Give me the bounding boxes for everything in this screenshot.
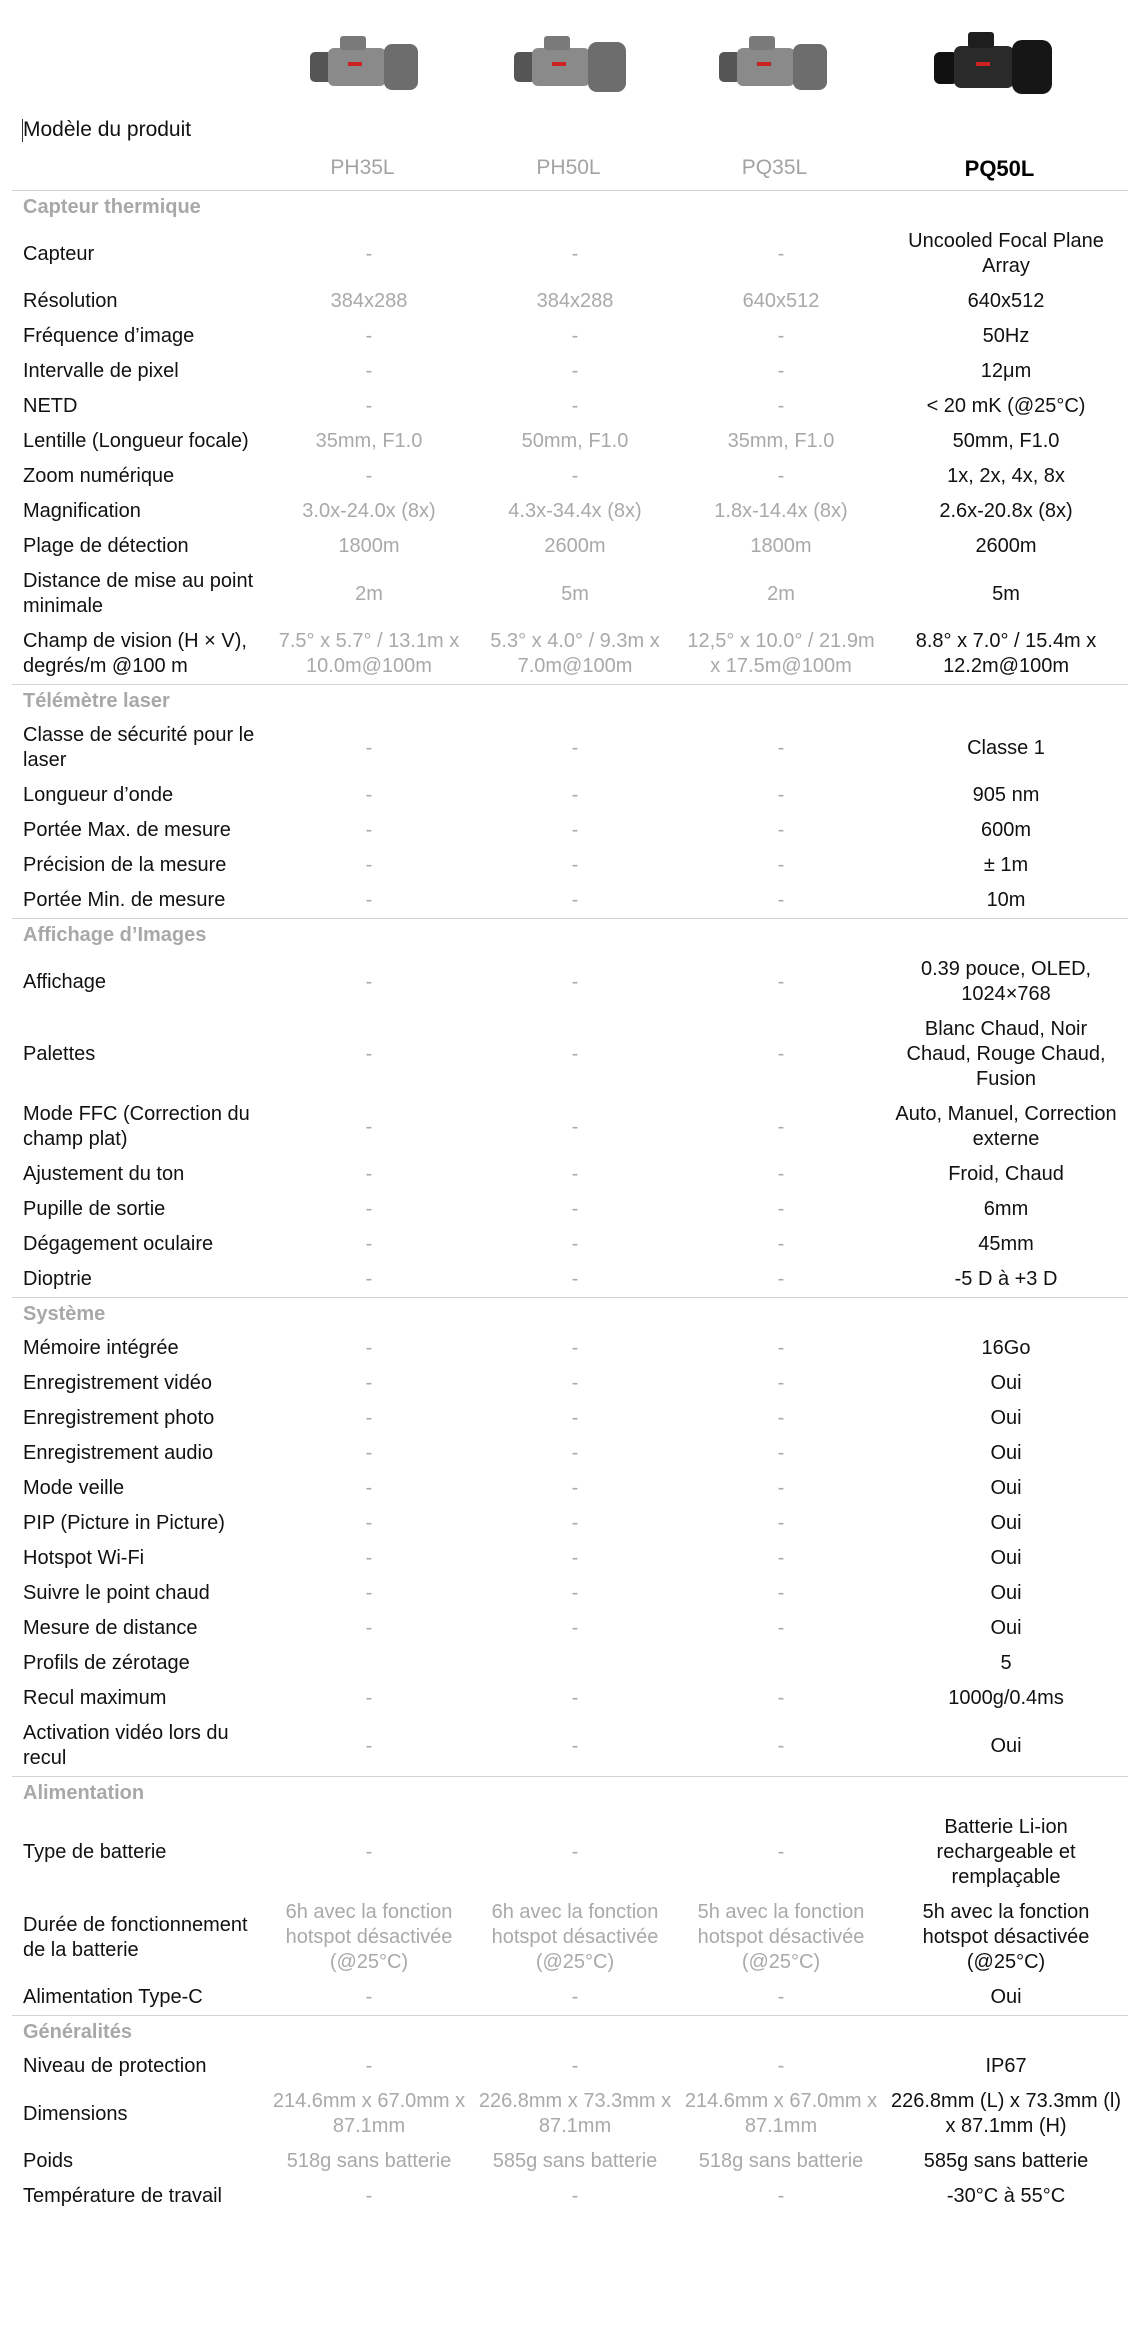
spec-value-ph35l: -	[365, 736, 373, 759]
spec-label: Fréquence d’image	[23, 325, 195, 347]
spec-value-pq35l: -	[777, 1268, 785, 1290]
spec-label: Durée de fonctionnement de la batterie	[23, 1913, 248, 1961]
spec-value-pq35l: -	[777, 1986, 785, 2008]
spec-value-ph50l: -	[571, 395, 579, 417]
spec-row-palettes	[12, 1012, 1128, 1097]
spec-value-ph50l: -	[571, 1582, 579, 1604]
spec-value-ph50l: 50mm, F1.0	[521, 430, 629, 452]
spec-label: Plage de détection	[23, 535, 189, 557]
spec-value-pq50l: IP67	[985, 2055, 1027, 2077]
spec-value-ph35l: -	[365, 1547, 373, 1569]
spec-value-pq35l: 35mm, F1.0	[727, 430, 835, 452]
spec-row-pupille-de-sortie	[12, 1192, 1128, 1227]
thermal-monocular-black-icon[interactable]	[924, 18, 1060, 113]
spec-value-ph50l: -	[571, 970, 579, 993]
spec-label: Intervalle de pixel	[23, 360, 179, 382]
spec-value-ph35l: -	[365, 1233, 373, 1255]
spec-value-ph50l: -	[571, 1198, 579, 1220]
spec-value-pq35l: -	[777, 1407, 785, 1429]
spec-row-zoom-numerique	[12, 459, 1128, 494]
spec-value-ph50l: -	[571, 1841, 579, 1863]
spec-value-ph35l: 3.0x-24.0x (8x)	[302, 500, 436, 522]
spec-value-ph35l: -	[365, 1198, 373, 1220]
spec-value-ph35l: -	[365, 1407, 373, 1429]
spec-value-pq35l: -	[777, 360, 785, 382]
spec-value-ph50l: -	[571, 736, 579, 759]
spec-value-ph35l: -	[365, 1512, 373, 1534]
spec-value-ph35l: -	[365, 1337, 373, 1359]
spec-value-ph50l: 585g sans batterie	[492, 2150, 658, 2172]
spec-row-portee-max-de-mesure	[12, 813, 1128, 848]
spec-value-ph35l: -	[365, 1043, 373, 1065]
spec-value-ph50l: -	[571, 2185, 579, 2207]
spec-value-pq50l: -5 D à +3 D	[954, 1268, 1058, 1290]
spec-value-ph50l: -	[571, 1407, 579, 1429]
spec-row-capteur	[12, 224, 1128, 284]
spec-value-pq35l: -	[777, 1617, 785, 1639]
spec-value-ph35l: 2m	[355, 582, 383, 605]
spec-value-ph35l: -	[365, 325, 373, 347]
spec-value-ph35l: -	[365, 1163, 373, 1185]
spec-value-pq50l: Batterie Li-ion rechargeable et remplaçable	[936, 1816, 1076, 1888]
spec-value-pq50l: 226.8mm (L) x 73.3mm (l) x 87.1mm (H)	[890, 2090, 1122, 2137]
spec-label: Palettes	[23, 1043, 96, 1065]
spec-row-affichage	[12, 952, 1128, 1012]
spec-value-ph35l: -	[365, 1687, 373, 1709]
spec-value-pq50l: Oui	[990, 1407, 1022, 1429]
spec-value-ph50l: 2600m	[544, 535, 606, 557]
spec-label: Longueur d’onde	[23, 784, 174, 806]
spec-row-lentille-longueur-focale	[12, 424, 1128, 459]
spec-label: Enregistrement audio	[23, 1442, 214, 1464]
spec-value-ph50l: -	[571, 1477, 579, 1499]
spec-value-pq35l: 12,5° x 10.0° / 21.9m x 17.5m@100m	[687, 630, 875, 677]
spec-label: Dégagement oculaire	[23, 1233, 214, 1255]
spec-value-pq35l: -	[777, 736, 785, 759]
spec-value-pq35l: 2m	[767, 582, 795, 605]
spec-row-ajustement-du-ton	[12, 1157, 1128, 1192]
spec-value-pq50l: ± 1m	[983, 854, 1029, 876]
spec-label: Enregistrement vidéo	[23, 1372, 212, 1394]
spec-value-pq35l: 1.8x-14.4x (8x)	[714, 500, 848, 522]
spec-label: Lentille (Longueur focale)	[23, 430, 249, 452]
section-title: Affichage d’Images	[12, 919, 1128, 953]
spec-value-pq35l: -	[777, 784, 785, 806]
spec-value-pq50l: 0.39 pouce, OLED, 1024×768	[920, 958, 1092, 1005]
spec-row-netd	[12, 389, 1128, 424]
spec-value-pq50l: 8.8° x 7.0° / 15.4m x 12.2m@100m	[915, 630, 1097, 677]
spec-row-enregistrement-audio	[12, 1436, 1128, 1471]
spec-label: Magnification	[23, 500, 141, 522]
spec-label: Type de batterie	[23, 1841, 167, 1863]
spec-row-niveau-de-protection	[12, 2049, 1128, 2084]
spec-label: Distance de mise au point minimale	[23, 570, 254, 617]
spec-row-mesure-de-distance	[12, 1611, 1128, 1646]
spec-row-intervalle-de-pixel	[12, 354, 1128, 389]
spec-label: Poids	[23, 2150, 74, 2172]
spec-value-ph50l: -	[571, 1163, 579, 1185]
spec-value-ph35l: -	[365, 889, 373, 911]
spec-value-ph50l: -	[571, 1442, 579, 1464]
spec-row-mode-ffc-correction-du-champ-plat	[12, 1097, 1128, 1157]
spec-value-pq35l: -	[777, 1687, 785, 1709]
section-title: Système	[12, 1298, 1128, 1332]
spec-label: Température de travail	[23, 2185, 222, 2207]
spec-label: Hotspot Wi-Fi	[23, 1547, 145, 1569]
spec-row-mode-veille	[12, 1471, 1128, 1506]
spec-value-pq50l: Auto, Manuel, Correction externe	[895, 1103, 1117, 1150]
spec-value-pq35l: -	[777, 1233, 785, 1255]
spec-value-ph50l: -	[571, 784, 579, 806]
spec-row-memoire-integree	[12, 1331, 1128, 1366]
spec-row-pip-picture-in-picture	[12, 1506, 1128, 1541]
model-name-2: PH50L	[536, 156, 601, 179]
spec-value-pq50l: Oui	[990, 1477, 1022, 1499]
section-title: Alimentation	[12, 1777, 1128, 1811]
spec-row-degagement-oculaire	[12, 1227, 1128, 1262]
spec-value-pq50l: 12μm	[980, 360, 1032, 382]
model-name-3: PQ35L	[741, 156, 808, 179]
spec-row-enregistrement-video	[12, 1366, 1128, 1401]
spec-row-suivre-le-point-chaud	[12, 1576, 1128, 1611]
spec-value-pq50l: 5h avec la fonction hotspot désactivée (@25°C)	[922, 1901, 1090, 1973]
spec-value-ph35l: 35mm, F1.0	[315, 430, 423, 452]
spec-label: PIP (Picture in Picture)	[23, 1512, 225, 1534]
spec-value-ph35l: -	[365, 395, 373, 417]
spec-label: Résolution	[23, 290, 118, 312]
spec-row-enregistrement-photo	[12, 1401, 1128, 1436]
spec-value-pq35l: -	[777, 1734, 785, 1757]
spec-label: Mode veille	[23, 1477, 125, 1499]
spec-label: Mode FFC (Correction du champ plat)	[23, 1103, 250, 1150]
spec-row-magnification	[12, 494, 1128, 529]
spec-value-pq35l: -	[777, 1372, 785, 1394]
spec-row-plage-de-detection	[12, 529, 1128, 564]
spec-value-pq50l: Oui	[990, 1372, 1022, 1394]
spec-value-ph35l: -	[365, 819, 373, 841]
spec-label: Alimentation Type-C	[23, 1986, 203, 2008]
spec-row-longueur-d-onde	[12, 778, 1128, 813]
spec-label: Activation vidéo lors du recul	[23, 1722, 229, 1769]
spec-value-pq35l: -	[777, 1043, 785, 1065]
spec-label: Champ de vision (H × V), degrés/m @100 m	[23, 630, 247, 677]
spec-row-profils-de-zerotage	[12, 1646, 1128, 1681]
spec-value-ph50l: -	[571, 854, 579, 876]
spec-value-ph35l: -	[365, 2185, 373, 2207]
spec-row-activation-video-lors-du-recul	[12, 1716, 1128, 1777]
spec-row-precision-de-la-mesure	[12, 848, 1128, 883]
spec-value-pq50l: 5	[1000, 1652, 1012, 1674]
spec-value-pq50l: Oui	[990, 1986, 1022, 2008]
spec-label: Mesure de distance	[23, 1617, 198, 1639]
spec-value-ph50l: 226.8mm x 73.3mm x 87.1mm	[478, 2090, 672, 2137]
spec-value-ph50l: -	[571, 1617, 579, 1639]
spec-value-pq50l: -30°C à 55°C	[946, 2185, 1066, 2207]
spec-value-ph50l: 6h avec la fonction hotspot désactivée (@25°C)	[491, 1901, 659, 1973]
spec-value-ph50l: 5.3° x 4.0° / 9.3m x 7.0m@100m	[490, 630, 660, 677]
spec-value-ph50l: -	[571, 1687, 579, 1709]
spec-row-temperature-de-travail	[12, 2179, 1128, 2214]
spec-value-pq50l: < 20 mK (@25°C)	[926, 395, 1086, 417]
spec-value-ph35l: -	[365, 1115, 373, 1138]
spec-value-ph35l: 7.5° x 5.7° / 13.1m x 10.0m@100m	[278, 630, 460, 677]
spec-value-pq35l: -	[777, 819, 785, 841]
section-header-generalites	[12, 2016, 1128, 2050]
spec-label: Mémoire intégrée	[23, 1337, 179, 1359]
spec-value-ph35l: 214.6mm x 67.0mm x 87.1mm	[272, 2090, 466, 2137]
section-title: Généralités	[12, 2016, 1128, 2050]
spec-value-ph35l: -	[365, 242, 373, 265]
spec-value-ph50l: -	[571, 360, 579, 382]
spec-value-pq35l: -	[777, 1198, 785, 1220]
spec-value-ph50l: -	[571, 1547, 579, 1569]
header-label: Modèle du produit	[23, 118, 192, 141]
spec-value-pq50l: 2.6x-20.8x (8x)	[939, 500, 1073, 522]
spec-value-ph50l: 384x288	[536, 290, 614, 312]
spec-label: Recul maximum	[23, 1687, 167, 1709]
spec-value-pq50l: Oui	[990, 1442, 1022, 1464]
spec-value-pq50l: Classe 1	[967, 736, 1045, 759]
spec-value-pq50l: Froid, Chaud	[948, 1163, 1064, 1185]
spec-label: Zoom numérique	[23, 465, 175, 487]
spec-value-pq35l: 5h avec la fonction hotspot désactivée (@25°C)	[697, 1901, 865, 1973]
spec-value-ph50l: -	[571, 1268, 579, 1290]
spec-label: Profils de zérotage	[23, 1652, 190, 1674]
spec-value-ph50l: -	[571, 1337, 579, 1359]
spec-table	[12, 190, 1128, 2214]
spec-value-pq35l: -	[777, 2185, 785, 2207]
spec-value-ph50l: -	[571, 465, 579, 487]
spec-value-ph50l: -	[571, 1043, 579, 1065]
spec-value-ph50l: -	[571, 1734, 579, 1757]
spec-value-pq50l: Oui	[990, 1582, 1022, 1604]
spec-value-pq35l: 1800m	[750, 535, 812, 557]
spec-value-ph35l: -	[365, 854, 373, 876]
spec-value-ph50l: -	[571, 325, 579, 347]
spec-value-pq50l: 905 nm	[972, 784, 1040, 806]
spec-row-champ-de-vision-h-v-degres-m-100-m	[12, 624, 1128, 685]
spec-row-hotspot-wi-fi	[12, 1541, 1128, 1576]
spec-value-pq35l: -	[777, 325, 785, 347]
spec-value-pq50l: 50mm, F1.0	[952, 430, 1060, 452]
spec-value-ph50l: -	[571, 819, 579, 841]
model-name-4: PQ50L	[964, 156, 1035, 181]
spec-value-ph35l: -	[365, 1442, 373, 1464]
comparison-header	[0, 0, 1128, 190]
spec-value-ph35l: -	[365, 1372, 373, 1394]
spec-row-resolution	[12, 284, 1128, 319]
spec-value-pq35l: -	[777, 395, 785, 417]
spec-value-ph35l: -	[365, 1268, 373, 1290]
spec-value-ph50l: -	[571, 1986, 579, 2008]
spec-value-ph35l: -	[365, 1986, 373, 2008]
spec-value-ph35l: 6h avec la fonction hotspot désactivée (@25°C)	[285, 1901, 453, 1973]
spec-value-pq35l: -	[777, 1477, 785, 1499]
spec-label: Classe de sécurité pour le laser	[23, 724, 255, 771]
spec-label: Portée Max. de mesure	[23, 819, 231, 841]
spec-label: Enregistrement photo	[23, 1407, 215, 1429]
spec-value-pq35l: -	[777, 1442, 785, 1464]
spec-value-pq50l: Oui	[990, 1734, 1022, 1757]
spec-value-ph35l: -	[365, 1841, 373, 1863]
spec-row-duree-de-fonctionnement-de-la-batterie	[12, 1895, 1128, 1980]
spec-value-ph50l: -	[571, 1372, 579, 1394]
spec-value-ph35l: -	[365, 2055, 373, 2077]
spec-row-portee-min-de-mesure	[12, 883, 1128, 919]
spec-label: Dimensions	[23, 2102, 128, 2125]
section-title: Capteur thermique	[12, 191, 1128, 225]
spec-value-pq50l: 45mm	[978, 1233, 1034, 1255]
spec-row-frequence-d-image	[12, 319, 1128, 354]
spec-value-pq35l: 518g sans batterie	[698, 2150, 864, 2172]
spec-value-pq35l: -	[777, 1841, 785, 1863]
spec-value-ph50l: -	[571, 1115, 579, 1138]
spec-value-pq50l: 10m	[986, 889, 1026, 911]
spec-value-pq35l: -	[777, 1163, 785, 1185]
spec-value-ph35l: 518g sans batterie	[286, 2150, 452, 2172]
spec-row-distance-de-mise-au-point-minimale	[12, 564, 1128, 624]
spec-value-pq35l: -	[777, 1582, 785, 1604]
spec-value-pq50l: 600m	[981, 819, 1032, 841]
spec-row-classe-de-securite-pour-le-laser	[12, 718, 1128, 778]
spec-value-pq35l: 640x512	[742, 290, 820, 312]
spec-value-pq50l: Oui	[990, 1512, 1022, 1534]
spec-row-recul-maximum	[12, 1681, 1128, 1716]
model-name-1: PH35L	[330, 156, 395, 179]
section-header-alimentation	[12, 1777, 1128, 1811]
spec-label: Ajustement du ton	[23, 1163, 185, 1185]
section-header-systeme	[12, 1298, 1128, 1332]
spec-value-ph35l: 384x288	[330, 290, 408, 312]
spec-value-pq50l: 640x512	[967, 290, 1045, 312]
spec-value-pq50l: Oui	[990, 1617, 1022, 1639]
spec-value-pq35l: -	[777, 1115, 785, 1138]
spec-value-pq50l: 1000g/0.4ms	[948, 1687, 1064, 1709]
spec-label: Niveau de protection	[23, 2055, 207, 2077]
spec-value-ph50l	[472, 1646, 678, 1681]
spec-value-pq35l: -	[777, 2055, 785, 2077]
spec-value-ph35l: -	[365, 360, 373, 382]
spec-value-ph35l: -	[365, 1477, 373, 1499]
spec-value-pq35l: -	[777, 889, 785, 911]
spec-value-pq35l	[678, 1646, 884, 1681]
spec-label: Portée Min. de mesure	[23, 889, 226, 911]
spec-label: Suivre le point chaud	[23, 1582, 210, 1604]
spec-value-pq50l: 6mm	[983, 1198, 1029, 1220]
spec-label: Pupille de sortie	[23, 1198, 166, 1220]
spec-value-ph35l	[266, 1646, 472, 1681]
thermal-monocular-gray-icon[interactable]	[296, 18, 432, 113]
section-header-capteur-thermique	[12, 191, 1128, 225]
spec-value-ph35l: -	[365, 784, 373, 806]
spec-value-ph35l: -	[365, 1734, 373, 1757]
spec-label: Dioptrie	[23, 1268, 92, 1290]
spec-value-pq35l: -	[777, 1512, 785, 1534]
section-title: Télémètre laser	[12, 685, 1128, 719]
spec-row-type-de-batterie	[12, 1810, 1128, 1895]
spec-value-ph50l: -	[571, 889, 579, 911]
spec-value-ph50l: 5m	[561, 582, 589, 605]
spec-row-dimensions	[12, 2084, 1128, 2144]
spec-value-ph35l: -	[365, 465, 373, 487]
spec-value-pq50l: 2600m	[975, 535, 1037, 557]
spec-value-pq50l: Uncooled Focal Plane Array	[908, 230, 1104, 277]
section-header-affichage-d-images	[12, 919, 1128, 953]
spec-value-pq35l: -	[777, 465, 785, 487]
spec-value-ph35l: 1800m	[338, 535, 400, 557]
spec-value-pq50l: 5m	[992, 582, 1020, 605]
spec-value-ph50l: -	[571, 1233, 579, 1255]
spec-value-pq35l: -	[777, 1547, 785, 1569]
spec-row-dioptrie	[12, 1262, 1128, 1298]
spec-value-pq50l: 1x, 2x, 4x, 8x	[947, 465, 1065, 487]
thermal-monocular-gray-icon[interactable]	[705, 18, 841, 113]
spec-table-body	[12, 191, 1128, 2215]
spec-label: Affichage	[23, 970, 107, 993]
spec-value-ph50l: -	[571, 242, 579, 265]
spec-row-alimentation-type-c	[12, 1980, 1128, 2016]
spec-row-poids	[12, 2144, 1128, 2179]
spec-value-pq35l: 214.6mm x 67.0mm x 87.1mm	[684, 2090, 878, 2137]
spec-value-ph50l: -	[571, 1512, 579, 1534]
spec-value-pq50l: 16Go	[981, 1337, 1031, 1359]
spec-value-ph35l: -	[365, 970, 373, 993]
spec-value-pq35l: -	[777, 242, 785, 265]
spec-value-pq35l: -	[777, 970, 785, 993]
spec-value-pq50l: 585g sans batterie	[923, 2150, 1089, 2172]
spec-value-ph50l: 4.3x-34.4x (8x)	[508, 500, 642, 522]
spec-value-ph35l: -	[365, 1582, 373, 1604]
spec-value-pq50l: 50Hz	[982, 325, 1030, 347]
spec-value-pq50l: Blanc Chaud, Noir Chaud, Rouge Chaud, Fusion	[906, 1018, 1106, 1090]
section-header-telemetre-laser	[12, 685, 1128, 719]
spec-value-pq35l: -	[777, 1337, 785, 1359]
spec-label: Précision de la mesure	[23, 854, 227, 876]
spec-label: Capteur	[23, 242, 95, 265]
thermal-monocular-gray-icon[interactable]	[500, 18, 636, 113]
spec-value-ph50l: -	[571, 2055, 579, 2077]
spec-value-pq35l: -	[777, 854, 785, 876]
spec-value-pq50l: Oui	[990, 1547, 1022, 1569]
spec-value-ph35l: -	[365, 1617, 373, 1639]
spec-label: NETD	[23, 395, 78, 417]
